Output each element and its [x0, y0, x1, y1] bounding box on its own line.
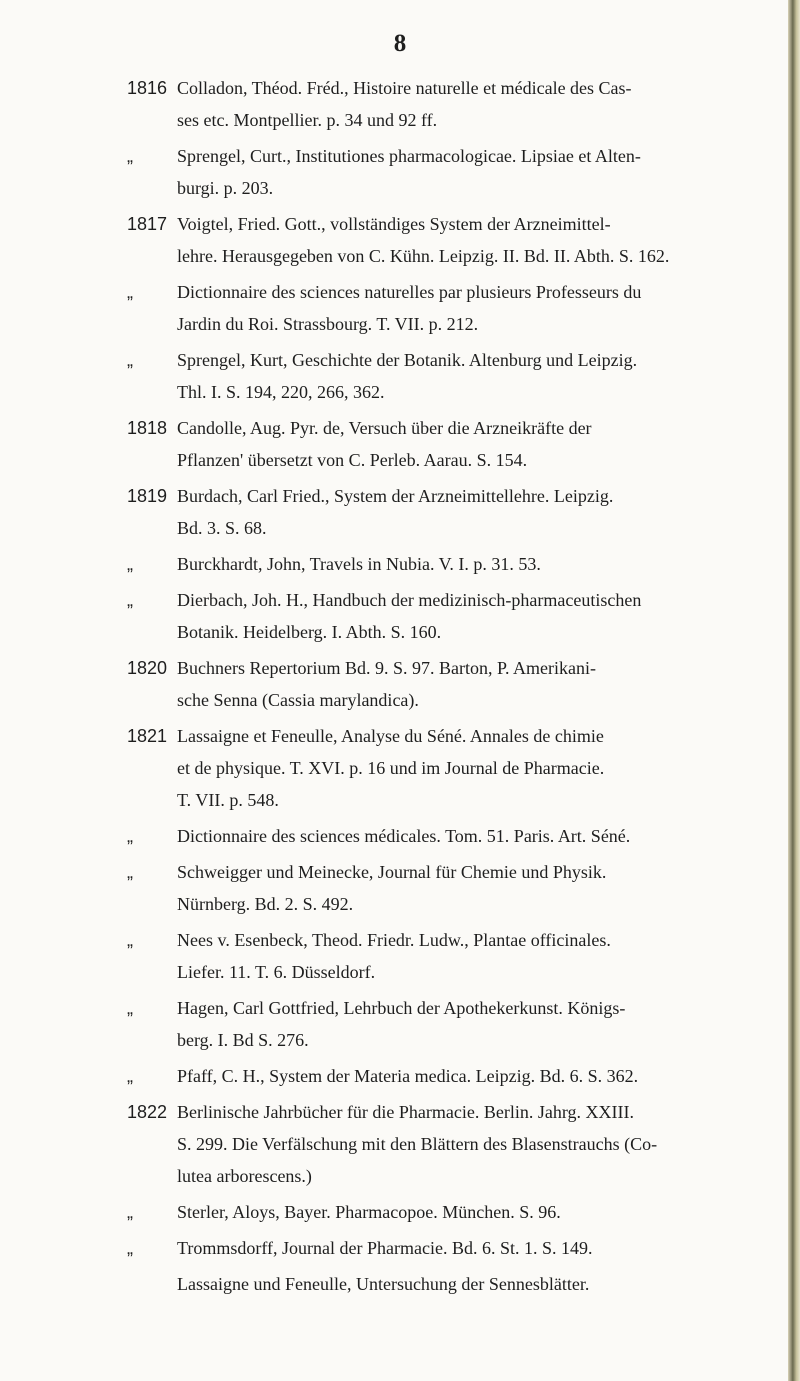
entry-year: 1819: [127, 486, 168, 506]
entry-text: [177, 208, 790, 272]
entry-line: S. 299. Die Verfälschung mit den Blättern des Blasenstrauchs (Co-: [177, 1134, 658, 1154]
entry-line: Burdach, Carl Fried., System der Arzneimittellehre. Leipzig.: [177, 486, 614, 506]
bibliography-entry: [0, 652, 790, 716]
entry-line: Pfaff, C. H., System der Materia medica. Leipzig. Bd. 6. S. 362.: [177, 1066, 639, 1086]
bibliography-list: [0, 72, 790, 1304]
bibliography-entry: [0, 720, 790, 816]
entry-text: [177, 412, 790, 476]
entry-year: 1822: [127, 1102, 168, 1122]
entry-line: Sprengel, Curt., Institutiones pharmacologicae. Lipsiae et Alten-: [177, 146, 641, 166]
entry-text: [177, 344, 790, 408]
page-number: 8: [393, 30, 407, 57]
entry-text: [177, 1096, 790, 1192]
entry-year: „: [127, 1066, 133, 1086]
entry-text: [177, 584, 790, 648]
entry-line: Jardin du Roi. Strassbourg. T. VII. p. 212.: [177, 314, 479, 334]
entry-year: „: [127, 826, 133, 846]
entry-text: [177, 856, 790, 920]
entry-year: „: [127, 930, 133, 950]
entry-line: Pflanzen' übersetzt von C. Perleb. Aarau. S. 154.: [177, 450, 528, 470]
entry-text: [177, 140, 790, 204]
bibliography-entry: [0, 72, 790, 136]
entry-year: „: [127, 554, 133, 574]
entry-year: 1816: [127, 78, 168, 98]
bibliography-entry: [0, 548, 790, 580]
entry-line: Sprengel, Kurt, Geschichte der Botanik. Altenburg und Leipzig.: [177, 350, 638, 370]
entry-text: [177, 548, 790, 580]
bibliography-entry: [0, 1268, 790, 1300]
entry-text: [177, 652, 790, 716]
entry-year: „: [127, 590, 133, 610]
entry-line: Lassaigne und Feneulle, Untersuchung der Sennesblätter.: [177, 1274, 590, 1294]
bibliography-entry: [0, 412, 790, 476]
entry-text: [177, 1268, 790, 1300]
bibliography-entry: [0, 992, 790, 1056]
bibliography-entry: [0, 856, 790, 920]
entry-year: 1820: [127, 658, 168, 678]
entry-text: [177, 820, 790, 852]
entry-line: Liefer. 11. T. 6. Düsseldorf.: [177, 962, 376, 982]
entry-line: et de physique. T. XVI. p. 16 und im Journal de Pharmacie.: [177, 758, 605, 778]
bibliography-entry: [0, 1060, 790, 1092]
entry-line: Lassaigne et Feneulle, Analyse du Séné. Annales de chimie: [177, 726, 604, 746]
entry-year: „: [127, 282, 133, 302]
entry-line: Hagen, Carl Gottfried, Lehrbuch der Apothekerkunst. Königs-: [177, 998, 626, 1018]
entry-line: Burckhardt, John, Travels in Nubia. V. I. p. 31. 53.: [177, 554, 541, 574]
entry-text: [177, 992, 790, 1056]
bibliography-entry: [0, 208, 790, 272]
bibliography-entry: [0, 344, 790, 408]
entry-text: [177, 924, 790, 988]
bibliography-entry: [0, 1196, 790, 1228]
entry-year: „: [127, 146, 133, 166]
entry-line: lehre. Herausgegeben von C. Kühn. Leipzig. II. Bd. II. Abth. S. 162.: [177, 246, 670, 266]
entry-line: Nees v. Esenbeck, Theod. Friedr. Ludw., Plantae officinales.: [177, 930, 611, 950]
entry-year: „: [127, 1202, 133, 1222]
entry-year: „: [127, 998, 133, 1018]
entry-year: „: [127, 862, 133, 882]
entry-line: Trommsdorff, Journal der Pharmacie. Bd. 6. St. 1. S. 149.: [177, 1238, 593, 1258]
entry-line: Dictionnaire des sciences médicales. Tom. 51. Paris. Art. Séné.: [177, 826, 631, 846]
entry-year: 1817: [127, 214, 168, 234]
entry-text: [177, 1060, 790, 1092]
entry-text: [177, 276, 790, 340]
entry-line: Sterler, Aloys, Bayer. Pharmacopoe. München. S. 96.: [177, 1202, 561, 1222]
entry-line: Dierbach, Joh. H., Handbuch der medizinisch-pharmaceutischen: [177, 590, 642, 610]
bibliography-entry: [0, 1232, 790, 1264]
entry-line: Schweigger und Meinecke, Journal für Chemie und Physik.: [177, 862, 607, 882]
entry-line: ses etc. Montpellier. p. 34 und 92 ff.: [177, 110, 438, 130]
entry-text: [177, 1196, 790, 1228]
bibliography-entry: [0, 276, 790, 340]
entry-text: [177, 1232, 790, 1264]
entry-text: [177, 720, 790, 816]
entry-year: 1818: [127, 418, 168, 438]
entry-line: Dictionnaire des sciences naturelles par plusieurs Professeurs du: [177, 282, 642, 302]
entry-line: Voigtel, Fried. Gott., vollständiges System der Arzneimittel-: [177, 214, 611, 234]
entry-line: lutea arborescens.): [177, 1166, 312, 1186]
entry-line: berg. I. Bd S. 276.: [177, 1030, 309, 1050]
entry-year: „: [127, 1238, 133, 1258]
entry-line: sche Senna (Cassia marylandica).: [177, 690, 419, 710]
bibliography-entry: [0, 820, 790, 852]
entry-line: burgi. p. 203.: [177, 178, 274, 198]
bibliography-entry: [0, 584, 790, 648]
bibliography-entry: [0, 480, 790, 544]
entry-line: Nürnberg. Bd. 2. S. 492.: [177, 894, 354, 914]
entry-line: Berlinische Jahrbücher für die Pharmacie. Berlin. Jahrg. XXIII.: [177, 1102, 635, 1122]
entry-text: [177, 72, 790, 136]
bibliography-entry: [0, 140, 790, 204]
bibliography-entry: [0, 924, 790, 988]
entry-text: [177, 480, 790, 544]
entry-line: Colladon, Théod. Fréd., Histoire naturelle et médicale des Cas-: [177, 78, 632, 98]
entry-year: „: [127, 350, 133, 370]
entry-line: T. VII. p. 548.: [177, 790, 279, 810]
entry-line: Bd. 3. S. 68.: [177, 518, 267, 538]
entry-line: Buchners Repertorium Bd. 9. S. 97. Barton, P. Amerikani-: [177, 658, 596, 678]
bibliography-entry: [0, 1096, 790, 1192]
entry-year: 1821: [127, 726, 168, 746]
entry-line: Thl. I. S. 194, 220, 266, 362.: [177, 382, 385, 402]
page-edge-shadow: [788, 0, 800, 1381]
entry-line: Candolle, Aug. Pyr. de, Versuch über die Arzneikräfte der: [177, 418, 592, 438]
entry-line: Botanik. Heidelberg. I. Abth. S. 160.: [177, 622, 442, 642]
